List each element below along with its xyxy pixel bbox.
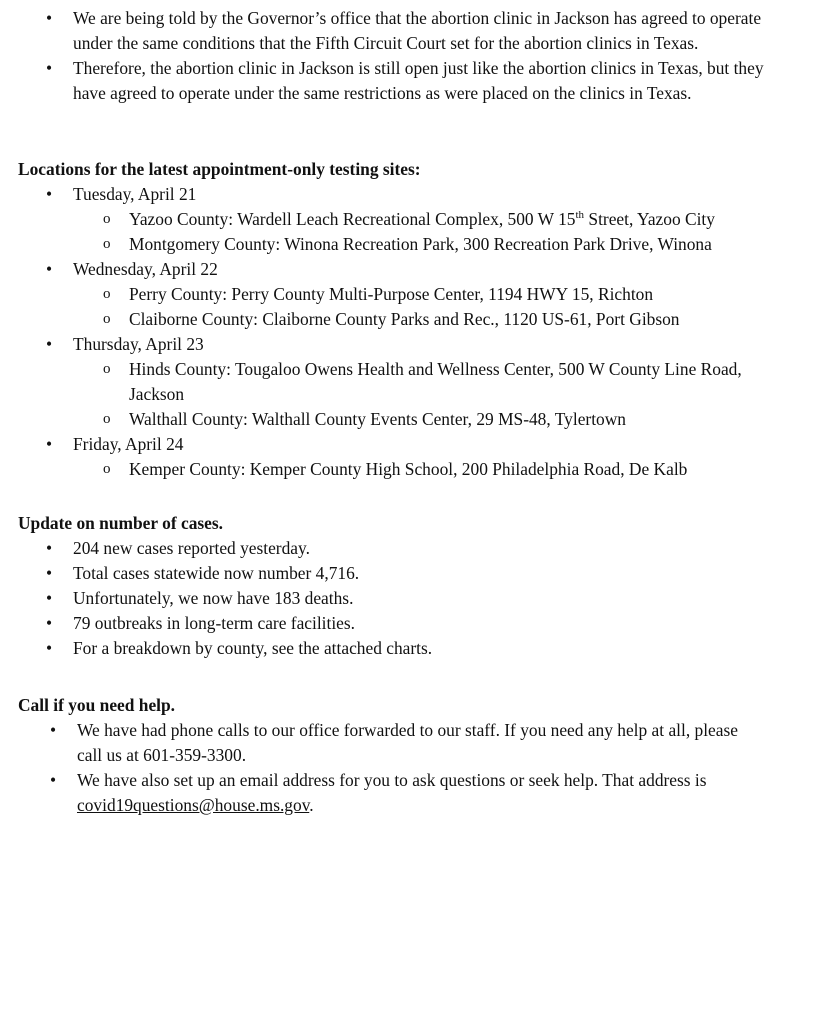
- help-phone-bullet: [0, 718, 757, 768]
- intro-bullet-list: [0, 6, 819, 106]
- day-label: Tuesday, April 21: [73, 184, 197, 204]
- help-email-suffix: .: [309, 795, 314, 815]
- bullet-icon: •: [46, 563, 53, 583]
- ordinal-suffix: th: [575, 209, 585, 222]
- day-label: Friday, April 24: [73, 434, 184, 454]
- help-email-bullet: [0, 768, 757, 818]
- site-text: Claiborne County: Claiborne County Parks and Rec., 1120 US-61, Port Gibson: [129, 309, 680, 329]
- case-bullet: [0, 561, 783, 586]
- site-text-before: Yazoo County: Wardell Leach Recreational Complex, 500 W 15: [129, 209, 576, 229]
- day-item-wednesday: [0, 257, 783, 282]
- sub-bullet-icon: o: [103, 461, 111, 477]
- site-text: Perry County: Perry County Multi-Purpose Center, 1194 HWY 15, Richton: [129, 284, 654, 304]
- bullet-icon: •: [50, 770, 57, 790]
- email-link[interactable]: covid19questions@house.ms.gov: [77, 795, 310, 815]
- site-item-walthall: [0, 407, 769, 432]
- help-phone-text: We have had phone calls to our office forwarded to our staff. If you need any help at all, please call us at 601-359-3300.: [77, 720, 738, 765]
- site-text: Kemper County: Kemper County High School, 200 Philadelphia Road, De Kalb: [129, 459, 688, 479]
- sub-bullet-icon: o: [103, 286, 111, 302]
- bullet-icon: •: [46, 8, 53, 28]
- bullet-icon: •: [46, 334, 53, 354]
- sub-bullet-icon: o: [103, 211, 111, 227]
- site-text-after: Street, Yazoo City: [584, 209, 715, 229]
- site-text: Walthall County: Walthall County Events Center, 29 MS-48, Tylertown: [129, 409, 626, 429]
- cases-heading: Update on number of cases.: [18, 513, 223, 533]
- cases-section: [0, 511, 819, 661]
- case-bullet-text: Total cases statewide now number 4,716.: [73, 563, 360, 583]
- day-label: Thursday, April 23: [73, 334, 204, 354]
- site-item-montgomery: [0, 232, 769, 257]
- site-text: Hinds County: Tougaloo Owens Health and Wellness Center, 500 W County Line Road, Jackson: [129, 359, 742, 404]
- sub-bullet-icon: o: [103, 361, 111, 377]
- intro-bullet-text: Therefore, the abortion clinic in Jackson is still open just like the abortion clinics in Texas, but they have agreed to operate under the same restrictions as were placed on the clinics in Texas.: [73, 58, 764, 103]
- help-heading: Call if you need help.: [18, 695, 176, 715]
- sub-bullet-icon: o: [103, 411, 111, 427]
- site-text: Montgomery County: Winona Recreation Park, 300 Recreation Park Drive, Winona: [129, 234, 712, 254]
- bullet-icon: •: [46, 588, 53, 608]
- day-item-tuesday: [0, 182, 783, 207]
- site-item-yazoo: [0, 207, 769, 232]
- bullet-icon: •: [46, 538, 53, 558]
- site-item-kemper: [0, 457, 769, 482]
- intro-bullet-2: [0, 56, 783, 106]
- case-bullet-text: Unfortunately, we now have 183 deaths.: [73, 588, 354, 608]
- case-bullet: [0, 636, 783, 661]
- help-section: [0, 693, 819, 818]
- intro-bullet-text: We are being told by the Governor’s office that the abortion clinic in Jackson has agreed to operate under the same conditions that the Fifth Circuit Court set for the abortion clinics in Texas.: [73, 8, 762, 53]
- case-bullet: [0, 536, 783, 561]
- bullet-icon: •: [46, 613, 53, 633]
- help-email-text: We have also set up an email address for you to ask questions or seek help. That address is: [77, 770, 707, 790]
- bullet-icon: •: [46, 259, 53, 279]
- site-item-perry: [0, 282, 769, 307]
- case-bullet: [0, 586, 783, 611]
- day-label: Wednesday, April 22: [73, 259, 218, 279]
- bullet-icon: •: [46, 434, 53, 454]
- case-bullet-text: For a breakdown by county, see the attached charts.: [73, 638, 433, 658]
- bullet-icon: •: [46, 58, 53, 78]
- day-item-friday: [0, 432, 783, 457]
- site-item-claiborne: [0, 307, 769, 332]
- case-bullet-text: 79 outbreaks in long-term care facilities.: [73, 613, 356, 633]
- bullet-icon: •: [46, 638, 53, 658]
- intro-bullet-1: [0, 6, 783, 56]
- site-item-hinds: [0, 357, 749, 407]
- sub-bullet-icon: o: [103, 236, 111, 252]
- case-bullet: [0, 611, 783, 636]
- day-item-thursday: [0, 332, 783, 357]
- testing-sites-heading: Locations for the latest appointment-only testing sites:: [18, 159, 421, 179]
- testing-sites-section: [0, 157, 819, 482]
- case-bullet-text: 204 new cases reported yesterday.: [73, 538, 310, 558]
- bullet-icon: •: [46, 184, 53, 204]
- sub-bullet-icon: o: [103, 311, 111, 327]
- bullet-icon: •: [50, 720, 57, 740]
